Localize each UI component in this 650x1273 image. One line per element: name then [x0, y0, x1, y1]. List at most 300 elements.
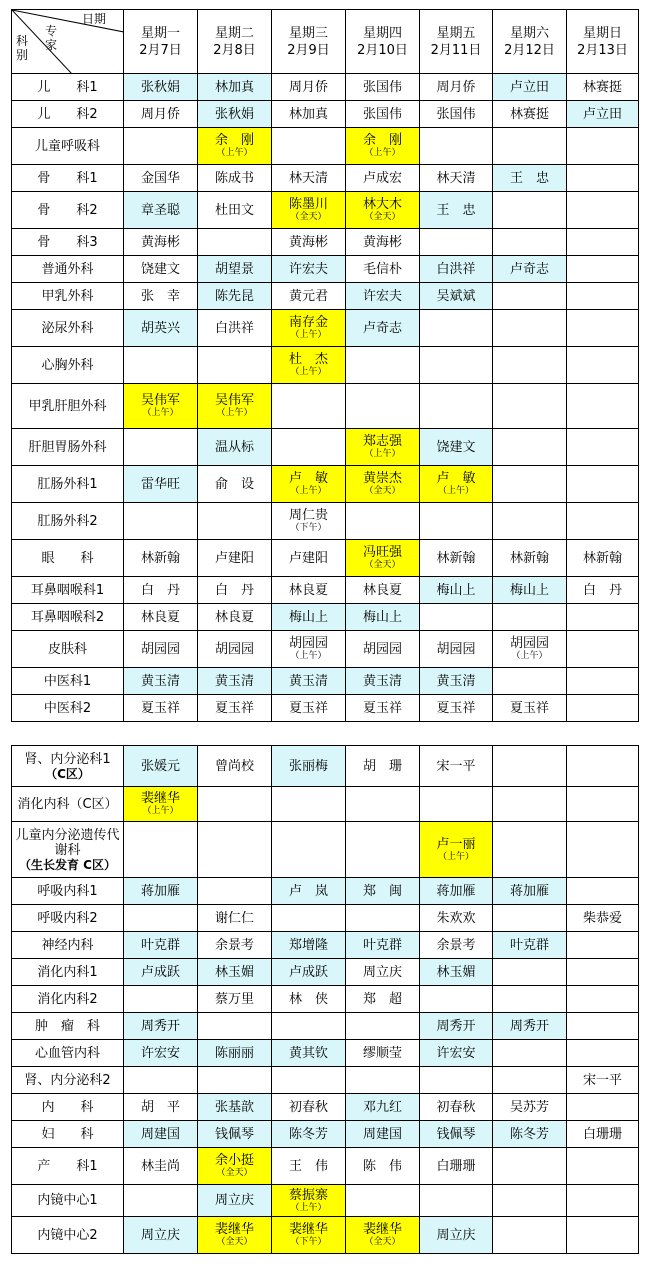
- department-name: 肛肠外科2: [37, 513, 98, 529]
- doctor-cell: [567, 283, 639, 310]
- doctor-name: 蔡万里: [214, 991, 254, 1007]
- doctor-cell: [420, 631, 493, 668]
- doctor-name: 许宏夫: [362, 288, 402, 304]
- doctor-cell: [346, 822, 420, 878]
- schedule-row: [12, 1217, 639, 1254]
- doctor-cell: [493, 787, 567, 822]
- schedule-row: [12, 1013, 639, 1040]
- doctor-cell: [420, 283, 493, 310]
- doctor-cell: [346, 1185, 420, 1217]
- doctor-name: 白 丹: [214, 582, 254, 598]
- department-cell: [12, 192, 124, 229]
- doctor-name: 白珊珊: [582, 1126, 622, 1142]
- doctor-name: 周秀开: [436, 1018, 476, 1034]
- doctor-name: 林良夏: [140, 609, 180, 625]
- schedule-row: [12, 74, 639, 101]
- doctor-name: 卢成跃: [288, 964, 328, 980]
- doctor-cell: [420, 959, 493, 986]
- doctor-name: 周立庆: [140, 1227, 180, 1243]
- doctor-cell: [420, 229, 493, 256]
- doctor-cell: [272, 1040, 346, 1067]
- doctor-name: 卢奇志: [362, 320, 402, 336]
- doctor-name: 夏玉祥: [436, 700, 476, 716]
- doctor-cell: [346, 256, 420, 283]
- doctor-name: 林天清: [288, 170, 328, 186]
- doctor-cell: [124, 604, 198, 631]
- doctor-cell: [272, 986, 346, 1013]
- department-cell: [12, 604, 124, 631]
- doctor-cell: [272, 1185, 346, 1217]
- doctor-cell: [124, 631, 198, 668]
- doctor-name: 林良夏: [288, 582, 328, 598]
- doctor-cell: [567, 668, 639, 695]
- session-note: （上午）: [216, 148, 253, 158]
- session-note: （全天）: [290, 212, 327, 222]
- doctor-cell: [420, 746, 493, 787]
- doctor-cell: [420, 1040, 493, 1067]
- doctor-cell: [198, 384, 272, 429]
- department-name: 心血管内科: [34, 1045, 100, 1061]
- doctor-cell: [420, 192, 493, 229]
- doctor-cell: [493, 822, 567, 878]
- doctor-cell: [198, 822, 272, 878]
- doctor-cell: [567, 878, 639, 905]
- doctor-name: 郑 超: [362, 991, 402, 1007]
- department-name: 骨 科2: [37, 202, 98, 218]
- doctor-cell: [346, 128, 420, 165]
- doctor-cell: [198, 466, 272, 503]
- doctor-cell: [346, 932, 420, 959]
- department-name: 内镜中心2: [37, 1227, 98, 1243]
- department-cell: [12, 384, 124, 429]
- doctor-name: 林新翰: [582, 550, 622, 566]
- schedule-row: [12, 1185, 639, 1217]
- doctor-cell: [567, 384, 639, 429]
- doctor-name: 卢 岚: [288, 883, 328, 899]
- doctor-cell: [272, 878, 346, 905]
- doctor-cell: [567, 604, 639, 631]
- doctor-cell: [493, 74, 567, 101]
- department-cell: [12, 986, 124, 1013]
- doctor-cell: [272, 631, 346, 668]
- doctor-cell: [124, 668, 198, 695]
- doctor-cell: [272, 384, 346, 429]
- doctor-name: 周建国: [140, 1126, 180, 1142]
- doctor-cell: [124, 256, 198, 283]
- doctor-name: 曾尚校: [214, 758, 254, 774]
- doctor-cell: [198, 165, 272, 192]
- doctor-cell: [346, 577, 420, 604]
- doctor-cell: [567, 746, 639, 787]
- department-name: 内 科: [41, 1099, 94, 1115]
- doctor-cell: [272, 165, 346, 192]
- doctor-name: 宋一平: [436, 758, 476, 774]
- schedule-row: [12, 256, 639, 283]
- department-cell: [12, 429, 124, 466]
- doctor-cell: [198, 932, 272, 959]
- doctor-cell: [272, 604, 346, 631]
- doctor-cell: [420, 1121, 493, 1148]
- department-name: 眼 科: [41, 550, 94, 566]
- weekday-label: 星期六: [509, 25, 549, 41]
- session-note: （上午）: [290, 330, 327, 340]
- schedule-row: [12, 1067, 639, 1094]
- doctor-cell: [493, 905, 567, 932]
- department-name: 神经内科: [41, 937, 94, 953]
- doctor-name: 林天清: [436, 170, 476, 186]
- department-name: 耳鼻咽喉科1: [30, 582, 105, 598]
- doctor-cell: [272, 310, 346, 347]
- department-cell: [12, 577, 124, 604]
- doctor-name: 吴苏芳: [509, 1099, 549, 1115]
- doctor-name: 黄玉清: [140, 673, 180, 689]
- doctor-cell: [567, 1067, 639, 1094]
- schedule-row: [12, 932, 639, 959]
- doctor-cell: [420, 384, 493, 429]
- doctor-name: 卢奇志: [509, 261, 549, 277]
- doctor-cell: [346, 695, 420, 722]
- doctor-cell: [346, 1217, 420, 1254]
- day-header-3: [272, 10, 346, 74]
- doctor-name: 俞 设: [214, 476, 254, 492]
- department-name: 呼吸内科1: [37, 883, 98, 899]
- schedule-row: [12, 283, 639, 310]
- doctor-cell: [493, 986, 567, 1013]
- department-cell: [12, 1040, 124, 1067]
- doctor-cell: [493, 959, 567, 986]
- schedule-table-main: [11, 9, 639, 722]
- schedule-row: [12, 1040, 639, 1067]
- doctor-cell: [198, 986, 272, 1013]
- doctor-cell: [567, 1040, 639, 1067]
- session-note: （全天）: [364, 486, 401, 496]
- doctor-name: 蒋加雁: [436, 883, 476, 899]
- doctor-cell: [124, 1217, 198, 1254]
- doctor-cell: [272, 905, 346, 932]
- department-name: 肾、内分泌科1: [24, 751, 111, 767]
- session-note: （全天）: [216, 1168, 253, 1178]
- date-label: 2月10日: [357, 42, 408, 58]
- doctor-cell: [198, 1067, 272, 1094]
- doctor-name: 朱欢欢: [436, 910, 476, 926]
- department-cell: [12, 1094, 124, 1121]
- schedule-row: [12, 878, 639, 905]
- date-label: 2月13日: [577, 42, 628, 58]
- doctor-cell: [567, 256, 639, 283]
- session-note: （上午）: [142, 408, 179, 418]
- doctor-cell: [198, 905, 272, 932]
- schedule-row: [12, 540, 639, 577]
- doctor-cell: [124, 347, 198, 384]
- schedule-row: [12, 986, 639, 1013]
- schedule-row: [12, 746, 639, 787]
- date-label: 2月12日: [504, 42, 555, 58]
- day-header-5: [420, 10, 493, 74]
- doctor-name: 夏玉祥: [214, 700, 254, 716]
- department-name: 妇 科: [41, 1126, 94, 1142]
- department-cell: [12, 74, 124, 101]
- doctor-cell: [420, 787, 493, 822]
- doctor-cell: [272, 746, 346, 787]
- doctor-cell: [124, 466, 198, 503]
- department-name: 甲乳肝胆外科: [28, 398, 107, 414]
- doctor-cell: [346, 878, 420, 905]
- doctor-cell: [346, 1067, 420, 1094]
- doctor-cell: [198, 695, 272, 722]
- doctor-cell: [567, 787, 639, 822]
- doctor-cell: [493, 1040, 567, 1067]
- doctor-name: 叶克群: [140, 937, 180, 953]
- doctor-name: 陈墨川: [288, 197, 328, 212]
- doctor-cell: [346, 631, 420, 668]
- doctor-name: 裴继华: [362, 1222, 402, 1237]
- doctor-cell: [198, 1217, 272, 1254]
- doctor-cell: [420, 577, 493, 604]
- doctor-cell: [346, 347, 420, 384]
- doctor-cell: [493, 310, 567, 347]
- doctor-cell: [493, 878, 567, 905]
- department-cell: [12, 256, 124, 283]
- department-cell: [12, 905, 124, 932]
- schedule-row: [12, 503, 639, 540]
- doctor-name: 胡园园: [362, 641, 402, 657]
- doctor-cell: [346, 229, 420, 256]
- doctor-name: 余景考: [214, 937, 254, 953]
- doctor-name: 裴继华: [288, 1222, 328, 1237]
- doctor-cell: [124, 1121, 198, 1148]
- schedule-row: [12, 604, 639, 631]
- doctor-name: 白 丹: [582, 582, 622, 598]
- doctor-cell: [567, 192, 639, 229]
- doctor-name: 余景考: [436, 937, 476, 953]
- doctor-name: 张秋娟: [214, 106, 254, 122]
- doctor-cell: [272, 1121, 346, 1148]
- doctor-cell: [198, 283, 272, 310]
- doctor-name: 许宏夫: [288, 261, 328, 277]
- doctor-name: 林玉媚: [214, 964, 254, 980]
- department-cell: [12, 466, 124, 503]
- weekday-label: 星期二: [214, 25, 254, 41]
- doctor-name: 胡园园: [436, 641, 476, 657]
- doctor-name: 梅山上: [436, 582, 476, 598]
- doctor-cell: [124, 1185, 198, 1217]
- doctor-cell: [420, 256, 493, 283]
- doctor-name: 林新翰: [509, 550, 549, 566]
- doctor-name: 张 幸: [140, 288, 180, 304]
- doctor-cell: [346, 668, 420, 695]
- doctor-name: 卢建阳: [214, 550, 254, 566]
- doctor-cell: [346, 1148, 420, 1185]
- doctor-cell: [124, 429, 198, 466]
- doctor-cell: [272, 577, 346, 604]
- doctor-cell: [567, 1185, 639, 1217]
- doctor-name: 黄海彬: [288, 234, 328, 250]
- weekday-label: 星期一: [140, 25, 180, 41]
- doctor-name: 余 刚: [214, 133, 254, 148]
- doctor-cell: [346, 310, 420, 347]
- doctor-cell: [124, 74, 198, 101]
- day-header-7: [567, 10, 639, 74]
- doctor-name: 周月侨: [140, 106, 180, 122]
- doctor-cell: [493, 283, 567, 310]
- doctor-cell: [567, 1148, 639, 1185]
- doctor-cell: [420, 74, 493, 101]
- doctor-name: 温从标: [214, 439, 254, 455]
- doctor-cell: [567, 466, 639, 503]
- doctor-cell: [346, 384, 420, 429]
- department-name: 消化内科2: [37, 991, 98, 1007]
- doctor-cell: [346, 503, 420, 540]
- doctor-name: 陈 伟: [362, 1158, 402, 1174]
- weekday-label: 星期三: [288, 25, 328, 41]
- doctor-name: 胡 平: [140, 1099, 180, 1115]
- schedule-row: [12, 1148, 639, 1185]
- session-note: （下午）: [290, 523, 327, 533]
- doctor-name: 吴伟军: [140, 393, 180, 408]
- department-cell: [12, 540, 124, 577]
- doctor-name: 蒋加雁: [140, 883, 180, 899]
- doctor-cell: [124, 746, 198, 787]
- doctor-cell: [420, 1185, 493, 1217]
- doctor-name: 许宏安: [436, 1045, 476, 1061]
- doctor-cell: [272, 283, 346, 310]
- schedule-row: [12, 905, 639, 932]
- doctor-cell: [420, 878, 493, 905]
- doctor-cell: [124, 540, 198, 577]
- doctor-cell: [567, 577, 639, 604]
- doctor-cell: [272, 932, 346, 959]
- day-header-6: [493, 10, 567, 74]
- doctor-name: 叶克群: [362, 937, 402, 953]
- doctor-cell: [124, 310, 198, 347]
- department-name: 肾、内分泌科2: [24, 1072, 111, 1088]
- doctor-cell: [272, 1067, 346, 1094]
- doctor-cell: [346, 1040, 420, 1067]
- date-label: 2月7日: [139, 42, 182, 58]
- doctor-name: 陈冬芳: [509, 1126, 549, 1142]
- doctor-name: 夏玉祥: [509, 700, 549, 716]
- doctor-cell: [493, 1067, 567, 1094]
- doctor-name: 周立庆: [436, 1227, 476, 1243]
- department-name: 肿 瘤 科: [34, 1018, 100, 1034]
- doctor-cell: [346, 1121, 420, 1148]
- doctor-name: 陈冬芳: [288, 1126, 328, 1142]
- department-name: 骨 科3: [37, 234, 98, 250]
- department-name: 泌尿外科: [41, 320, 94, 336]
- doctor-name: 冯旺强: [362, 545, 402, 560]
- department-name: 产 科1: [37, 1158, 98, 1174]
- doctor-cell: [124, 165, 198, 192]
- department-cell: [12, 959, 124, 986]
- doctor-name: 卢立田: [509, 79, 549, 95]
- doctor-cell: [124, 787, 198, 822]
- doctor-name: 周秀开: [140, 1018, 180, 1034]
- department-cell: [12, 347, 124, 384]
- doctor-cell: [198, 577, 272, 604]
- weekday-label: 星期四: [362, 25, 402, 41]
- doctor-cell: [493, 1185, 567, 1217]
- doctor-name: 余小挺: [214, 1153, 254, 1168]
- doctor-name: 陈先昆: [214, 288, 254, 304]
- doctor-name: 陈成书: [214, 170, 254, 186]
- corner-header-cell: [12, 10, 124, 74]
- doctor-name: 章圣聪: [140, 202, 180, 218]
- doctor-cell: [272, 256, 346, 283]
- department-name: 儿童呼吸科: [34, 138, 100, 154]
- doctor-name: 黄元君: [288, 288, 328, 304]
- doctor-name: 杜 杰: [288, 352, 328, 367]
- session-note: （上午）: [290, 367, 327, 377]
- doctor-cell: [124, 101, 198, 128]
- session-note: （上午）: [364, 148, 401, 158]
- doctor-name: 黄海彬: [140, 234, 180, 250]
- doctor-cell: [198, 1185, 272, 1217]
- doctor-name: 郑 闽: [362, 883, 402, 899]
- doctor-name: 胡英兴: [140, 320, 180, 336]
- doctor-name: 饶建文: [140, 261, 180, 277]
- session-note: （全天）: [364, 560, 401, 570]
- department-cell: [12, 128, 124, 165]
- doctor-cell: [567, 74, 639, 101]
- doctor-cell: [198, 959, 272, 986]
- doctor-cell: [567, 540, 639, 577]
- doctor-cell: [272, 787, 346, 822]
- doctor-cell: [198, 1121, 272, 1148]
- doctor-cell: [346, 905, 420, 932]
- doctor-cell: [346, 165, 420, 192]
- doctor-name: 张国伟: [436, 106, 476, 122]
- department-name: 儿 科1: [37, 79, 98, 95]
- doctor-cell: [420, 310, 493, 347]
- header-row: [12, 10, 639, 74]
- schedule-row: [12, 165, 639, 192]
- doctor-cell: [567, 1094, 639, 1121]
- schedule-row: [12, 631, 639, 668]
- department-name: 消化内科（C区）: [17, 796, 118, 812]
- department-name: 儿 科2: [37, 106, 98, 122]
- doctor-name: 胡 珊: [362, 758, 402, 774]
- doctor-cell: [124, 1148, 198, 1185]
- doctor-name: 林赛挺: [509, 106, 549, 122]
- doctor-cell: [346, 959, 420, 986]
- doctor-name: 余 刚: [362, 133, 402, 148]
- doctor-cell: [124, 695, 198, 722]
- doctor-cell: [346, 101, 420, 128]
- schedule-row: [12, 1094, 639, 1121]
- doctor-cell: [124, 1067, 198, 1094]
- doctor-cell: [198, 310, 272, 347]
- doctor-cell: [198, 192, 272, 229]
- doctor-cell: [198, 256, 272, 283]
- session-note: （上午）: [216, 408, 253, 418]
- doctor-cell: [346, 429, 420, 466]
- department-cell: [12, 668, 124, 695]
- doctor-name: 周仁贵: [288, 508, 328, 523]
- doctor-name: 林加真: [288, 106, 328, 122]
- doctor-cell: [272, 1094, 346, 1121]
- department-name: 中医科2: [43, 700, 92, 716]
- session-note: （全天）: [364, 1237, 401, 1247]
- doctor-cell: [420, 1094, 493, 1121]
- doctor-cell: [567, 310, 639, 347]
- department-cell: [12, 165, 124, 192]
- doctor-cell: [420, 1217, 493, 1254]
- schedule-row: [12, 128, 639, 165]
- doctor-cell: [567, 959, 639, 986]
- doctor-cell: [124, 905, 198, 932]
- schedule-row: [12, 429, 639, 466]
- schedule-row: [12, 1121, 639, 1148]
